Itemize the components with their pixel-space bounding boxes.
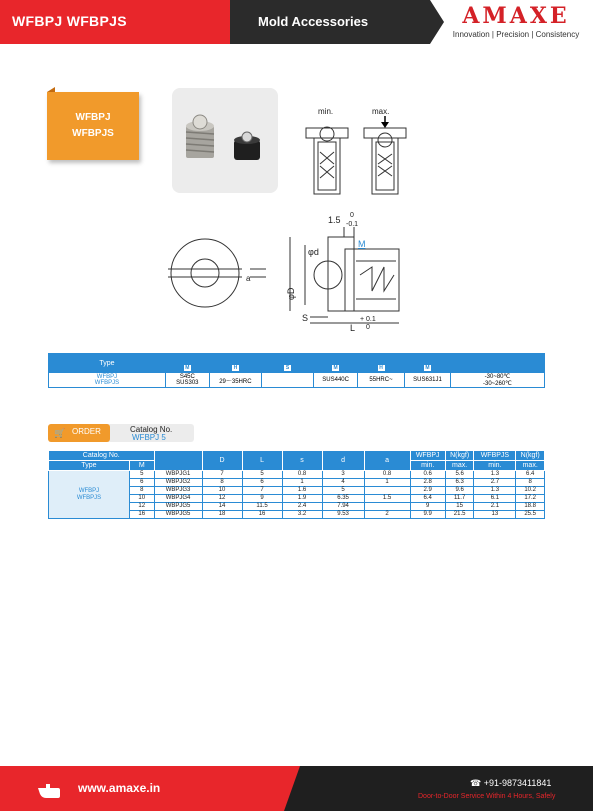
hdr-L: L (242, 451, 282, 471)
section-title: Mold Accessories (258, 14, 369, 29)
hdr-catalog: Catalog No. (49, 451, 155, 461)
hdr-nkgf-2: N(kgf) (516, 451, 545, 461)
order-example (48, 424, 194, 442)
footer-slant (284, 766, 300, 811)
surface-icon: S (285, 365, 290, 371)
brand-logo (446, 4, 586, 39)
page-title: WFBPJ WFBPJS (12, 13, 127, 29)
phone-icon: ☎ (470, 778, 482, 788)
type-cell: WFBPJ WFBPJS (49, 471, 130, 519)
dim-phi-D: φD (286, 287, 296, 300)
hdr-a: a (364, 451, 410, 471)
hdr-m: M (129, 461, 154, 471)
spec-material-1: S45C SUS303 (165, 373, 209, 388)
hdr-D: D (202, 451, 242, 471)
hdr-wfbpj: WFBPJ (410, 451, 445, 461)
hardness-icon: H (233, 365, 238, 371)
dim-tol-0: 0 (350, 212, 354, 219)
spec-hardness-1: 29～35HRC (209, 373, 261, 388)
page-header (0, 0, 593, 44)
order-catalog-value: WFBPJ 5 (132, 433, 166, 442)
material-icon: M (333, 365, 338, 371)
spec-type-cell: WFBPJ WFBPJS (49, 373, 166, 388)
product-tag-line2: WFBPJS (72, 128, 114, 139)
catalog-table (48, 450, 545, 519)
dim-1-5: 1.5 (328, 215, 341, 225)
hdr-s: s (282, 451, 322, 471)
footer-tagline: Door-to-Door Service Within 4 Hours, Safely (418, 793, 556, 800)
order-catalog-label: Catalog No. (130, 425, 173, 434)
dim-phi-d: φd (308, 247, 319, 257)
technical-drawing (160, 205, 420, 335)
table-row: WFBPJ WFBPJS 5 WBPJG1 7 5 0.8 3 0.8 0.6 5.6 1.3 6.4 (49, 471, 545, 479)
min-max-diagram (300, 100, 430, 200)
hdr-d: d (322, 451, 364, 471)
hardness-icon: H (379, 365, 383, 371)
spec-type-header: Type (49, 354, 166, 373)
order-button[interactable] (48, 424, 110, 442)
table-row: 6 WBPJG2 8 6 1 4 1 2.8 6.3 2.7 8 (49, 479, 545, 487)
brand-name: AMAXE (462, 3, 570, 29)
spec-material-2: SUS440C (314, 373, 358, 388)
table-row: 8 WBPJG3 10 7 1.6 5 2.9 9.6 1.3 10.2 (49, 487, 545, 495)
hand-pointer-icon (36, 780, 62, 800)
dim-l-tol-zero: 0 (366, 324, 370, 331)
header-arrow-dark (430, 0, 444, 44)
website-link[interactable]: www.amaxe.in (78, 781, 161, 795)
brand-tagline: Innovation | Precision | Consistency (452, 30, 580, 39)
hdr-min-1: min. (410, 461, 445, 471)
table-row: 10 WBPJG4 12 9 1.9 6.35 1.5 6.4 11.7 6.1 17.2 (49, 495, 545, 503)
phone-number: ☎ +91-9873411841 (470, 778, 552, 788)
hdr-nkgf-1: N(kgf) (445, 451, 474, 461)
dim-s: S (302, 313, 309, 323)
product-photo (172, 88, 278, 193)
hdr-max-1: max. (445, 461, 474, 471)
hdr-min-2: min. (474, 461, 516, 471)
spec-hardness-2: 55HRC~ (358, 373, 405, 388)
dim-l: L (350, 323, 356, 333)
order-label: ORDER (72, 427, 101, 436)
table-row: 12 WBPJG5 14 11.5 2.4 7.94 9 15 2.1 18.8 (49, 503, 545, 511)
max-label: max. (372, 107, 390, 116)
hdr-max-2: max. (516, 461, 545, 471)
hdr-wfbpjs: WFBPJS (474, 451, 516, 461)
spec-temperature: -30~80℃ -30~260℃ (450, 373, 544, 388)
spec-material-3: SUS631J1 (405, 373, 451, 388)
product-tag (47, 92, 139, 160)
dim-tol-minus: -0.1 (346, 221, 359, 228)
dim-l-tol-plus: + 0.1 (360, 316, 376, 323)
material-icon: M (425, 365, 430, 371)
table-row: 16 WBPJG5 18 16 3.2 9.53 2 9.9 21.5 13 25.5 (49, 511, 545, 519)
spec-table (48, 353, 545, 388)
min-label: min. (318, 107, 334, 116)
cart-icon: 🛒 (54, 428, 66, 438)
product-tag-line1: WFBPJ (75, 112, 111, 123)
hdr-type: Type (49, 461, 130, 471)
dim-m: M (358, 239, 366, 249)
material-icon: M (185, 365, 190, 371)
dim-a: a (246, 274, 251, 283)
